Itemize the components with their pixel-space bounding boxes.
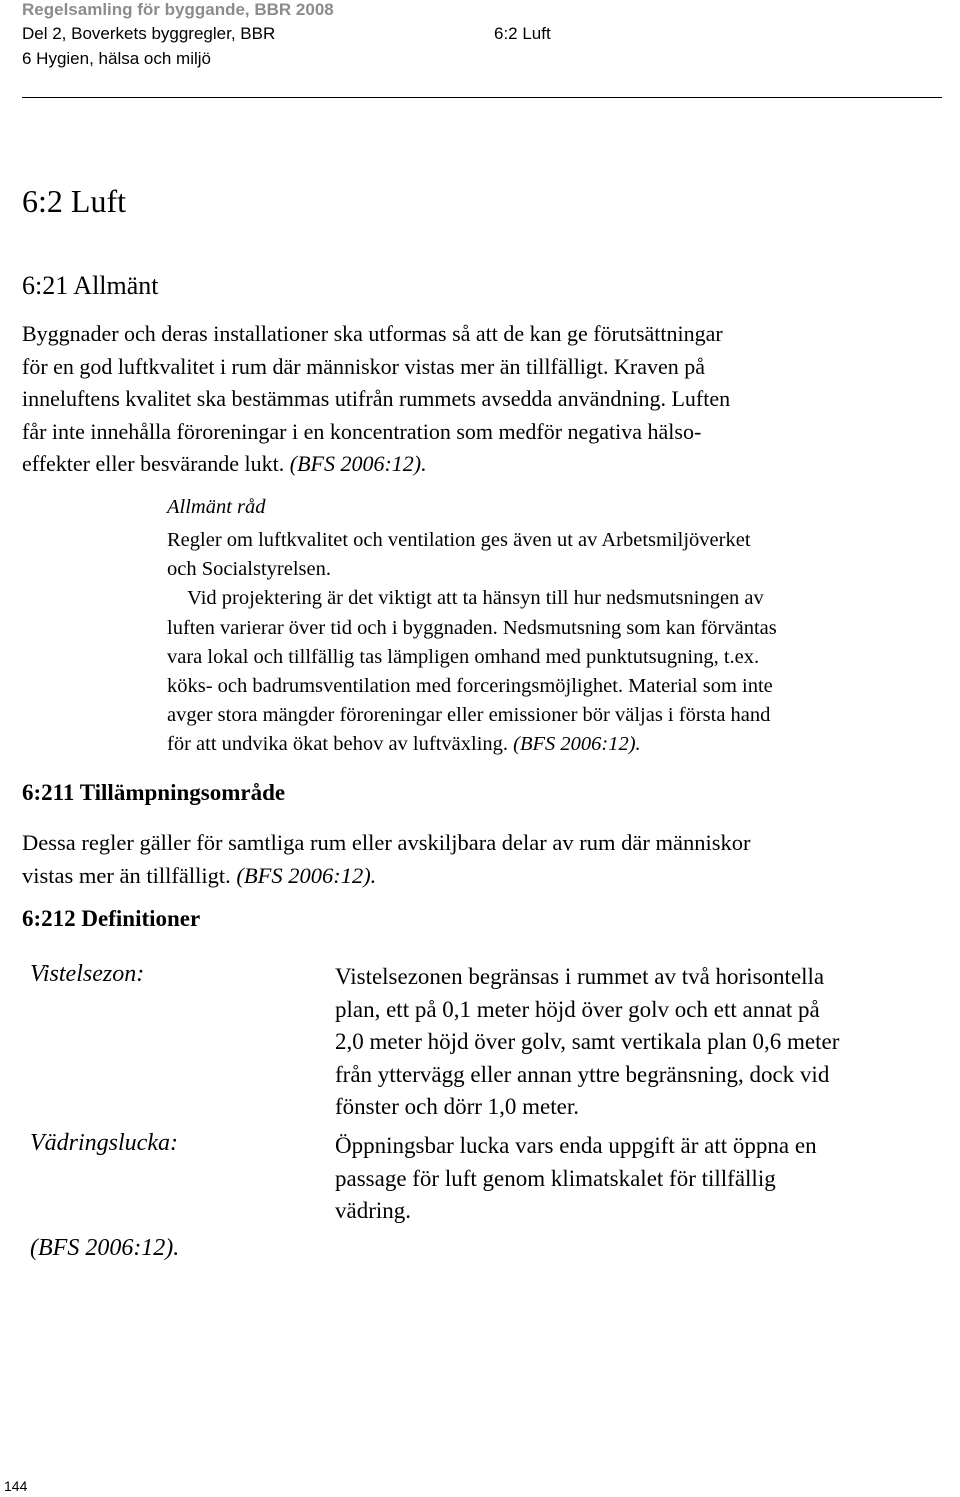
reference: (BFS 2006:12). [236, 863, 377, 888]
running-header-title: Regelsamling för byggande, BBR 2008 [22, 0, 334, 19]
text-line: får inte innehålla föroreningar i en koncentration som medför negativa hälso- [22, 418, 702, 444]
running-header-chapter: 6 Hygien, hälsa och miljö [22, 49, 211, 68]
definition-text [335, 1130, 817, 1228]
text-line: köks- och badrumsventilation med forceringsmöjlighet. Material som inte [167, 675, 773, 698]
definition-term: Vädringslucka: [30, 1130, 178, 1156]
text-line: 2,0 meter höjd över golv, samt vertikala plan 0,6 meter [335, 1029, 840, 1055]
text-line: inneluftens kvalitet ska bestämmas utifrån rummets avsedda användning. Luften [22, 386, 731, 411]
header-divider [22, 97, 942, 98]
section-heading-6211: 6:211 Tillämpningsområde [22, 780, 286, 805]
text-line: för en god luftkvalitet i rum där människor vistas mer än tillfälligt. Kraven på [22, 353, 706, 379]
text-line: fönster och dörr 1,0 meter. [335, 1094, 579, 1120]
text-line: effekter eller besvärande lukt. [22, 451, 285, 476]
reference: (BFS 2006:12). [30, 1235, 180, 1261]
text-line: passage för luft genom klimatskalet för tillfällig [335, 1165, 776, 1191]
general-advice-heading: Allmänt råd [167, 496, 266, 518]
running-header-part: Del 2, Boverkets byggregler, BBR [22, 24, 276, 43]
reference: (BFS 2006:12). [289, 451, 427, 476]
text-line: Vid projektering är det viktigt att ta hänsyn till hur nedsmutsningen av [167, 587, 764, 610]
text-line: Byggnader och deras installationer ska utformas så att de kan ge förutsättningar [22, 321, 723, 346]
text-line: Vistelsezonen begränsas i rummet av två horisontella [335, 964, 825, 989]
page-number: 144 [4, 1478, 28, 1494]
section-heading-621: 6:21 Allmänt [22, 271, 159, 300]
page-title: 6:2 Luft [22, 183, 126, 219]
text-line: från yttervägg eller annan yttre begränsning, dock vid [335, 1061, 830, 1087]
text-line: Dessa regler gäller för samtliga rum eller avskiljbara delar av rum där människor [22, 830, 751, 855]
running-header-section: 6:2 Luft [494, 24, 551, 43]
text-line: vädring. [335, 1198, 412, 1224]
general-advice-text [167, 526, 777, 760]
section-6211-text [22, 826, 750, 892]
text-line: Öppningsbar lucka vars enda uppgift är att öppna en [335, 1133, 817, 1158]
text-line: luften varierar över tid och i byggnaden. Nedsmutsning som kan förväntas [167, 616, 777, 639]
text-line: Regler om luftkvalitet och ventilation ges även ut av Arbetsmiljöverket [167, 529, 751, 551]
section-heading-6212: 6:212 Definitioner [22, 906, 201, 931]
text-line: vara lokal och tillfällig tas lämpligen omhand med punktutsugning, t.ex. [167, 645, 760, 668]
definition-text [335, 961, 839, 1124]
definition-term: Vistelsezon: [30, 961, 145, 987]
text-line: avger stora mängder föroreningar eller emissioner bör väljas i första hand [167, 704, 771, 727]
section-621-text [22, 318, 952, 481]
text-line: vistas mer än tillfälligt. [22, 863, 231, 888]
text-line: och Socialstyrelsen. [167, 558, 331, 581]
text-line: plan, ett på 0,1 meter höjd över golv och ett annat på [335, 996, 820, 1022]
reference: (BFS 2006:12). [513, 733, 641, 756]
text-line: för att undvika ökat behov av luftväxling. [167, 733, 509, 756]
